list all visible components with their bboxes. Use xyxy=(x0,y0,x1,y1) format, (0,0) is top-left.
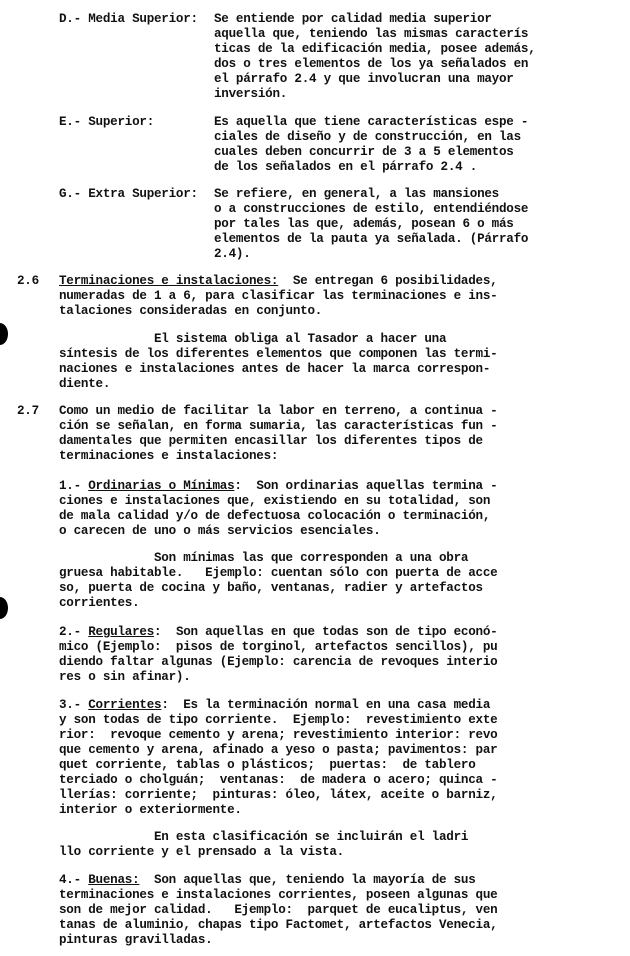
item-2-text: : Son aquellas en que todas son de tipo econó- xyxy=(154,625,498,639)
item-3-first-line xyxy=(59,698,490,713)
section-2-6-text: Se entregan 6 posibilidades, xyxy=(278,274,498,288)
item-1-para2-line: so, puerta de cocina y baño, ventanas, radier y artefactos xyxy=(59,581,483,595)
section-2-7-line: Como un medio de facilitar la labor en terreno, a continua - xyxy=(59,404,498,418)
item-number: 3.- xyxy=(59,698,89,712)
item-3-para2-line: En esta clasificación se incluirán el ladri xyxy=(59,830,469,844)
item-4-text: Son aquellas que, teniendo la mayoría de sus xyxy=(139,873,476,887)
item-2-line: res o sin afinar). xyxy=(59,670,191,684)
category-e-line: ciales de diseño y de construcción, en las xyxy=(214,130,521,144)
category-e-line: cuales deben concurrir de 3 a 5 elementos xyxy=(214,145,514,159)
item-4-line: terminaciones e instalaciones corrientes, poseen algunas que xyxy=(59,888,498,902)
section-2-6-line: numeradas de 1 a 6, para clasificar las terminaciones e ins- xyxy=(59,289,498,303)
item-1-line: o carecen de uno o más servicios esenciales. xyxy=(59,524,381,538)
category-d-line: el párrafo 2.4 y que involucran una mayor xyxy=(214,72,514,86)
category-e-line: Es aquella que tiene características espe - xyxy=(214,115,529,129)
item-3-text: : Es la terminación normal en una casa media xyxy=(161,698,491,712)
item-4-title: Buenas: xyxy=(88,873,140,887)
section-2-6-para2-line: síntesis de los diferentes elementos que componen las termi- xyxy=(59,347,498,361)
item-number: 2.- xyxy=(59,625,89,639)
category-d-line: inversión. xyxy=(214,87,288,101)
punch-hole xyxy=(0,323,8,345)
item-3-line: llerías: corriente; pinturas: óleo, látex, aceite o barniz, xyxy=(59,788,498,802)
category-g-label: G.- Extra Superior: xyxy=(59,187,198,201)
item-1-first-line xyxy=(59,479,497,494)
item-1-para2-line: gruesa habitable. Ejemplo: cuentan sólo con puerta de acce xyxy=(59,566,498,580)
item-3-para2-line: llo corriente y el prensado a la vista. xyxy=(59,845,344,859)
section-2-6-title: Terminaciones e instalaciones: xyxy=(59,274,279,288)
item-1-title: Ordinarias o Mínimas xyxy=(88,479,235,493)
item-1-text: : Son ordinarias aquellas termina - xyxy=(234,479,498,493)
section-2-6-para2-line: diente. xyxy=(59,377,111,391)
item-2-title: Regulares xyxy=(88,625,155,639)
item-1-para2-line: Son mínimas las que corresponden a una obra xyxy=(59,551,469,565)
category-g-line: Se refiere, en general, a las mansiones xyxy=(214,187,499,201)
item-number: 1.- xyxy=(59,479,89,493)
section-number: 2.6 xyxy=(17,274,39,288)
category-g-line: 2.4). xyxy=(214,247,251,261)
item-4-first-line xyxy=(59,873,476,888)
item-4-line: pinturas gravilladas. xyxy=(59,933,213,947)
category-g-line: o a construcciones de estilo, entendiéndose xyxy=(214,202,529,216)
item-2-line: diendo faltar algunas (Ejemplo: carencia de revoques interio xyxy=(59,655,498,669)
item-2-first-line xyxy=(59,625,497,640)
category-d-line: Se entiende por calidad media superior xyxy=(214,12,492,26)
category-d-line: aquella que, teniendo las mismas caracterís xyxy=(214,27,529,41)
category-d-line: dos o tres elementos de los ya señalados en xyxy=(214,57,529,71)
section-2-6-para2-line: naciones e instalaciones antes de hacer la marca correspon- xyxy=(59,362,491,376)
item-2-line: mico (Ejemplo: pisos de torginol, artefactos sencillos), pu xyxy=(59,640,498,654)
category-e-line: de los señalados en el párrafo 2.4 . xyxy=(214,160,478,174)
item-3-line: interior o exteriormente. xyxy=(59,803,242,817)
section-2-6-para2-line: El sistema obliga al Tasador a hacer una xyxy=(59,332,447,346)
item-3-line: quet corriente, tablas o plásticos; puertas: de tablero xyxy=(59,758,476,772)
item-3-line: que cemento y arena, afinado a yeso o pasta; pavimentos: par xyxy=(59,743,498,757)
item-4-line: tanas de aluminio, chapas tipo Factomet, artefactos Venecia, xyxy=(59,918,498,932)
category-d-label: D.- Media Superior: xyxy=(59,12,198,26)
item-3-line: terciado o cholguán; ventanas: de madera o acero; quinca - xyxy=(59,773,498,787)
item-1-line: ciones e instalaciones que, existiendo en su totalidad, son xyxy=(59,494,491,508)
item-3-line: rior: revoque cemento y arena; revestimiento interior: revo xyxy=(59,728,498,742)
section-2-6-first-line xyxy=(59,274,497,289)
item-3-title: Corrientes xyxy=(88,698,162,712)
section-2-6-line: talaciones consideradas en conjunto. xyxy=(59,304,323,318)
item-3-line: y son todas de tipo corriente. Ejemplo: revestimiento exte xyxy=(59,713,498,727)
category-g-line: elementos de la pauta ya señalada. (Párrafo xyxy=(214,232,529,246)
item-number: 4.- xyxy=(59,873,89,887)
item-1-line: de mala calidad y/o de defectuosa colocación o terminación, xyxy=(59,509,491,523)
category-e-label: E.- Superior: xyxy=(59,115,154,129)
section-2-7-line: damentales que permiten encasillar los diferentes tipos de xyxy=(59,434,483,448)
punch-hole xyxy=(0,597,8,619)
section-number: 2.7 xyxy=(17,404,39,418)
category-d-line: ticas de la edificación media, posee además, xyxy=(214,42,536,56)
section-2-7-line: terminaciones e instalaciones: xyxy=(59,449,279,463)
item-1-para2-line: corrientes. xyxy=(59,596,140,610)
category-g-line: por tales las que, además, posean 6 o más xyxy=(214,217,514,231)
section-2-7-line: ción se señalan, en forma sumaria, las características fun - xyxy=(59,419,498,433)
item-4-line: son de mejor calidad. Ejemplo: parquet de eucaliptus, ven xyxy=(59,903,498,917)
